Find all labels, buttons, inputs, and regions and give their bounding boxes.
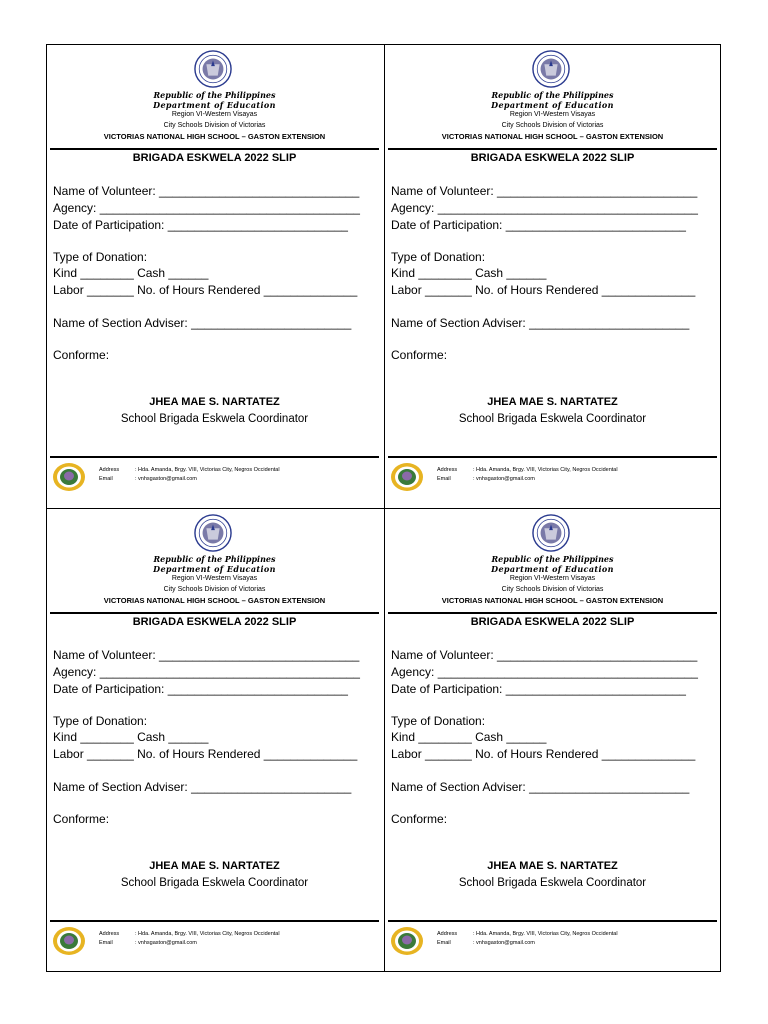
coordinator-name: JHEA MAE S. NARTATEZ xyxy=(487,396,618,408)
deped-seal-icon xyxy=(532,50,570,88)
email-label: Email xyxy=(437,940,451,946)
coordinator-role: School Brigada Eskwela Coordinator xyxy=(120,413,309,425)
conforme-label: Conforme: xyxy=(391,348,448,362)
coordinator-name: JHEA MAE S. NARTATEZ xyxy=(149,396,280,408)
agency-field: Agency: _______________________________________ xyxy=(391,665,698,679)
header-republic: Republic of the Philippines xyxy=(491,554,614,564)
labor-hours-field: Labor _______ No. of Hours Rendered ______________ xyxy=(391,747,696,761)
header-region: Region VI-Western Visayas xyxy=(171,575,258,582)
coordinator-role: School Brigada Eskwela Coordinator xyxy=(458,413,647,425)
section-adviser-field: Name of Section Adviser: ________________________ xyxy=(391,316,690,330)
kind-cash-field: Kind ________ Cash ______ xyxy=(391,730,547,744)
school-logo-icon xyxy=(390,462,424,492)
footer-rule xyxy=(50,456,379,458)
coordinator-name: JHEA MAE S. NARTATEZ xyxy=(487,860,618,872)
header-school: VICTORIAS NATIONAL HIGH SCHOOL – GASTON EXTENSION xyxy=(103,596,326,605)
kind-cash-field: Kind ________ Cash ______ xyxy=(53,730,209,744)
address-value: : Hda. Amanda, Brgy. VIII, Victorias City, Negros Occidental xyxy=(473,931,618,937)
volunteer-field: Name of Volunteer: ______________________________ xyxy=(53,184,360,198)
volunteer-field: Name of Volunteer: ______________________________ xyxy=(391,184,698,198)
header-region: Region VI-Western Visayas xyxy=(171,111,258,118)
volunteer-field: Name of Volunteer: ______________________________ xyxy=(53,648,360,662)
email-label: Email xyxy=(99,940,113,946)
slip-title: BRIGADA ESKWELA 2022 SLIP xyxy=(132,616,297,628)
coordinator-role: School Brigada Eskwela Coordinator xyxy=(120,877,309,889)
header-school: VICTORIAS NATIONAL HIGH SCHOOL – GASTON EXTENSION xyxy=(441,596,664,605)
email-value: : vnhsgaston@gmail.com xyxy=(473,476,535,482)
deped-seal-icon xyxy=(194,50,232,88)
brigada-slip-1 xyxy=(46,44,383,507)
labor-hours-field: Labor _______ No. of Hours Rendered ______________ xyxy=(53,283,358,297)
coordinator-role: School Brigada Eskwela Coordinator xyxy=(458,877,647,889)
slip-title: BRIGADA ESKWELA 2022 SLIP xyxy=(470,152,635,164)
header-rule xyxy=(50,612,379,614)
address-label: Address xyxy=(437,467,458,473)
footer-rule xyxy=(388,920,717,922)
header-republic: Republic of the Philippines xyxy=(153,554,276,564)
section-adviser-field: Name of Section Adviser: ________________________ xyxy=(391,780,690,794)
participation-date-field: Date of Participation: ___________________________ xyxy=(53,682,348,696)
header-division: City Schools Division of Victorias xyxy=(501,122,604,129)
slip-title: BRIGADA ESKWELA 2022 SLIP xyxy=(132,152,297,164)
kind-cash-field: Kind ________ Cash ______ xyxy=(53,266,209,280)
section-adviser-field: Name of Section Adviser: ________________________ xyxy=(53,316,352,330)
labor-hours-field: Labor _______ No. of Hours Rendered ______________ xyxy=(391,283,696,297)
header-department: Department of Education xyxy=(491,564,614,574)
conforme-label: Conforme: xyxy=(53,812,110,826)
volunteer-field: Name of Volunteer: ______________________________ xyxy=(391,648,698,662)
header-department: Department of Education xyxy=(153,564,276,574)
address-label: Address xyxy=(99,467,120,473)
participation-date-field: Date of Participation: ___________________________ xyxy=(391,218,686,232)
deped-seal-icon xyxy=(532,514,570,552)
brigada-slip-4 xyxy=(384,508,721,971)
footer-rule xyxy=(50,920,379,922)
donation-type-label: Type of Donation: xyxy=(53,250,148,264)
footer-rule xyxy=(388,456,717,458)
header-rule xyxy=(388,148,717,150)
brigada-slip-3 xyxy=(46,508,383,971)
school-logo-icon xyxy=(52,926,86,956)
deped-seal-icon xyxy=(194,514,232,552)
school-logo-icon xyxy=(52,462,86,492)
header-division: City Schools Division of Victorias xyxy=(163,586,266,593)
header-division: City Schools Division of Victorias xyxy=(163,122,266,129)
header-department: Department of Education xyxy=(491,100,614,110)
address-value: : Hda. Amanda, Brgy. VIII, Victorias City, Negros Occidental xyxy=(135,931,280,937)
brigada-slip-2 xyxy=(384,44,721,507)
email-value: : vnhsgaston@gmail.com xyxy=(135,940,197,946)
header-region: Region VI-Western Visayas xyxy=(509,575,596,582)
header-republic: Republic of the Philippines xyxy=(153,90,276,100)
header-school: VICTORIAS NATIONAL HIGH SCHOOL – GASTON EXTENSION xyxy=(441,132,664,141)
header-rule xyxy=(50,148,379,150)
conforme-label: Conforme: xyxy=(391,812,448,826)
email-value: : vnhsgaston@gmail.com xyxy=(473,940,535,946)
kind-cash-field: Kind ________ Cash ______ xyxy=(391,266,547,280)
slip-title: BRIGADA ESKWELA 2022 SLIP xyxy=(470,616,635,628)
header-republic: Republic of the Philippines xyxy=(491,90,614,100)
agency-field: Agency: _______________________________________ xyxy=(53,201,360,215)
school-logo-icon xyxy=(390,926,424,956)
header-department: Department of Education xyxy=(153,100,276,110)
email-value: : vnhsgaston@gmail.com xyxy=(135,476,197,482)
coordinator-name: JHEA MAE S. NARTATEZ xyxy=(149,860,280,872)
donation-type-label: Type of Donation: xyxy=(53,714,148,728)
address-value: : Hda. Amanda, Brgy. VIII, Victorias City, Negros Occidental xyxy=(473,467,618,473)
address-label: Address xyxy=(99,931,120,937)
email-label: Email xyxy=(99,476,113,482)
conforme-label: Conforme: xyxy=(53,348,110,362)
section-adviser-field: Name of Section Adviser: ________________________ xyxy=(53,780,352,794)
header-region: Region VI-Western Visayas xyxy=(509,111,596,118)
donation-type-label: Type of Donation: xyxy=(391,714,486,728)
donation-type-label: Type of Donation: xyxy=(391,250,486,264)
header-school: VICTORIAS NATIONAL HIGH SCHOOL – GASTON EXTENSION xyxy=(103,132,326,141)
address-value: : Hda. Amanda, Brgy. VIII, Victorias City, Negros Occidental xyxy=(135,467,280,473)
email-label: Email xyxy=(437,476,451,482)
agency-field: Agency: _______________________________________ xyxy=(391,201,698,215)
header-division: City Schools Division of Victorias xyxy=(501,586,604,593)
labor-hours-field: Labor _______ No. of Hours Rendered ______________ xyxy=(53,747,358,761)
header-rule xyxy=(388,612,717,614)
participation-date-field: Date of Participation: ___________________________ xyxy=(391,682,686,696)
participation-date-field: Date of Participation: ___________________________ xyxy=(53,218,348,232)
agency-field: Agency: _______________________________________ xyxy=(53,665,360,679)
address-label: Address xyxy=(437,931,458,937)
